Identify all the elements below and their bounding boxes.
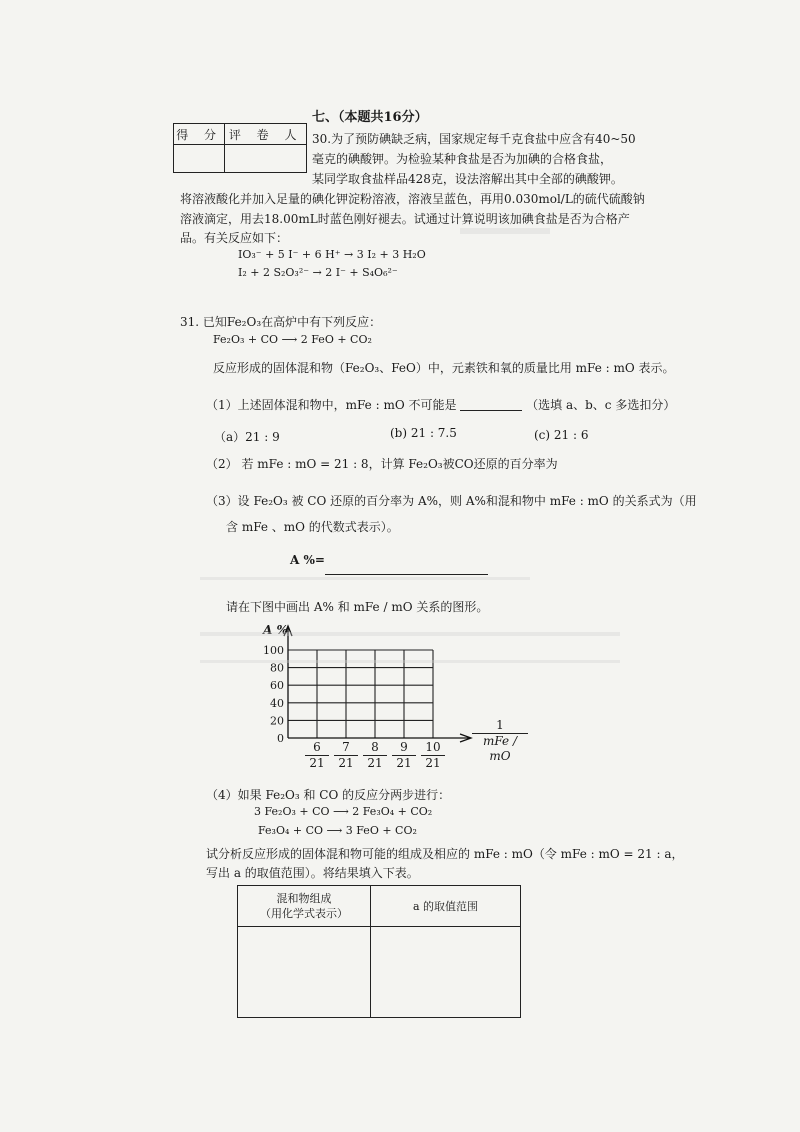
- q31-part4-equation-1: 3 Fe₂O₃ + CO ⟶ 2 Fe₃O₄ + CO₂: [254, 805, 433, 818]
- table-cell-range[interactable]: [371, 927, 521, 1018]
- option-b: (b) 21 : 7.5: [390, 426, 457, 440]
- section-heading: 七、（本题共16分）: [312, 110, 428, 125]
- option-c: (c) 21 : 6: [534, 428, 589, 442]
- answer-table: [237, 885, 521, 1018]
- q31-part3-formula-label: A %=: [290, 553, 325, 567]
- q31-equation: Fe₂O₃ + CO ⟶ 2 FeO + CO₂: [213, 333, 372, 346]
- y-tick-label: 0: [277, 732, 284, 745]
- q31-part1-text: [206, 396, 675, 413]
- q31-ratio-definition: 反应形成的固体混和物（Fe₂O₃、FeO）中，元素铁和氧的质量比用 mFe : mO 表示。: [213, 361, 675, 375]
- q31-part1-hint: （选填 a、b、c 多选扣分）: [526, 398, 676, 412]
- table-header-composition-line2: （用化学式表示）: [260, 907, 348, 920]
- score-cell[interactable]: [174, 145, 225, 173]
- y-tick-label: 60: [270, 679, 284, 693]
- q31-part1-question: （1）上述固体混和物中，mFe : mO 不可能是: [206, 398, 457, 412]
- x-tick-numerator: 6: [305, 740, 329, 756]
- scan-noise: [200, 577, 530, 580]
- grader-label: 评 卷 人: [225, 124, 307, 145]
- q30-line2: 毫克的碘酸钾。为检验某种食盐是否为加碘的合格食盐，: [312, 152, 613, 166]
- q31-part3-line2: 含 mFe 、mO 的代数式表示）。: [226, 520, 399, 534]
- chart-axes: [284, 626, 471, 742]
- q30-equation-2: I₂ + 2 S₂O₃²⁻ → 2 I⁻ + S₄O₆²⁻: [238, 266, 398, 279]
- y-tick-label: 80: [270, 661, 284, 675]
- x-tick-numerator: 10: [421, 740, 445, 756]
- x-tick-label: [334, 740, 358, 771]
- option-a: （a）21 : 9: [214, 430, 280, 444]
- x-tick-denominator: 21: [338, 756, 354, 770]
- x-tick-denominator: 21: [367, 756, 383, 770]
- q31-part3-graph-prompt: 请在下图中画出 A% 和 mFe / mO 关系的图形。: [226, 600, 489, 614]
- x-tick-label: [363, 740, 387, 771]
- q31-intro: 31. 已知Fe₂O₃在高炉中有下列反应：: [180, 315, 382, 329]
- y-tick-label: 100: [263, 644, 284, 657]
- q30-line6: 品。有关反应如下：: [180, 231, 289, 245]
- y-tick-label: 40: [270, 696, 284, 710]
- table-header-composition: [238, 886, 371, 927]
- q30-line4: 将溶液酸化并加入足量的碘化钾淀粉溶液，溶液呈蓝色，再用0.030mol/L的硫代硫酸钠: [180, 192, 645, 206]
- q31-part3-formula-line[interactable]: [325, 574, 488, 575]
- q30-equation-1: IO₃⁻ + 5 I⁻ + 6 H⁺ → 3 I₂ + 3 H₂O: [238, 248, 426, 261]
- q31-part2-text: （2） 若 mFe : mO = 21 : 8，计算 Fe₂O₃被CO还原的百分率为: [206, 457, 558, 471]
- chart-grid: [288, 650, 433, 738]
- scan-noise: [200, 660, 620, 663]
- x-tick-denominator: 21: [396, 756, 412, 770]
- score-box: [173, 123, 307, 173]
- q31-part3-line1: （3）设 Fe₂O₃ 被 CO 还原的百分率为 A%，则 A%和混和物中 mFe : mO 的关系式为（用: [206, 494, 697, 508]
- q31-part4-line3: 写出 a 的取值范围）。将结果填入下表。: [206, 866, 419, 880]
- scan-noise: [460, 228, 550, 234]
- x-axis-label-denominator: mFe / mO: [482, 734, 517, 763]
- x-tick-label: [392, 740, 416, 771]
- x-tick-numerator: 8: [363, 740, 387, 756]
- x-tick-denominator: 21: [425, 756, 441, 770]
- x-tick-label: [421, 740, 445, 771]
- score-label: 得 分: [174, 124, 225, 145]
- x-axis-label-numerator: 1: [472, 718, 528, 734]
- table-cell-composition[interactable]: [238, 927, 371, 1018]
- q31-part4-equation-2: Fe₃O₄ + CO ⟶ 3 FeO + CO₂: [258, 824, 417, 837]
- y-axis-label: A %: [263, 623, 288, 637]
- x-tick-denominator: 21: [309, 756, 325, 770]
- x-axis-label: [472, 718, 528, 764]
- q30-line1: 30.为了预防碘缺乏病，国家规定每千克食盐中应含有40~50: [312, 132, 636, 146]
- x-tick-numerator: 7: [334, 740, 358, 756]
- table-header-composition-line1: 混和物组成: [276, 892, 332, 905]
- q31-part4-line1: （4）如果 Fe₂O₃ 和 CO 的反应分两步进行：: [206, 788, 451, 802]
- x-tick-label: [305, 740, 329, 771]
- scan-noise: [200, 632, 620, 636]
- q30-line3: 某同学取食盐样品428克，设法溶解出其中全部的碘酸钾。: [312, 172, 623, 186]
- q31-part4-line2: 试分析反应形成的固体混和物可能的组成及相应的 mFe : mO（令 mFe : mO = 21 : a，: [206, 847, 684, 861]
- q31-part1-answer-blank[interactable]: [460, 398, 522, 411]
- table-header-range: a 的取值范围: [371, 886, 521, 927]
- q30-line5: 溶液滴定，用去18.00mL时蓝色刚好褪去。试通过计算说明该加碘食盐是否为合格产: [180, 212, 630, 226]
- grader-cell[interactable]: [225, 145, 307, 173]
- x-tick-numerator: 9: [392, 740, 416, 756]
- y-tick-label: 20: [270, 714, 284, 728]
